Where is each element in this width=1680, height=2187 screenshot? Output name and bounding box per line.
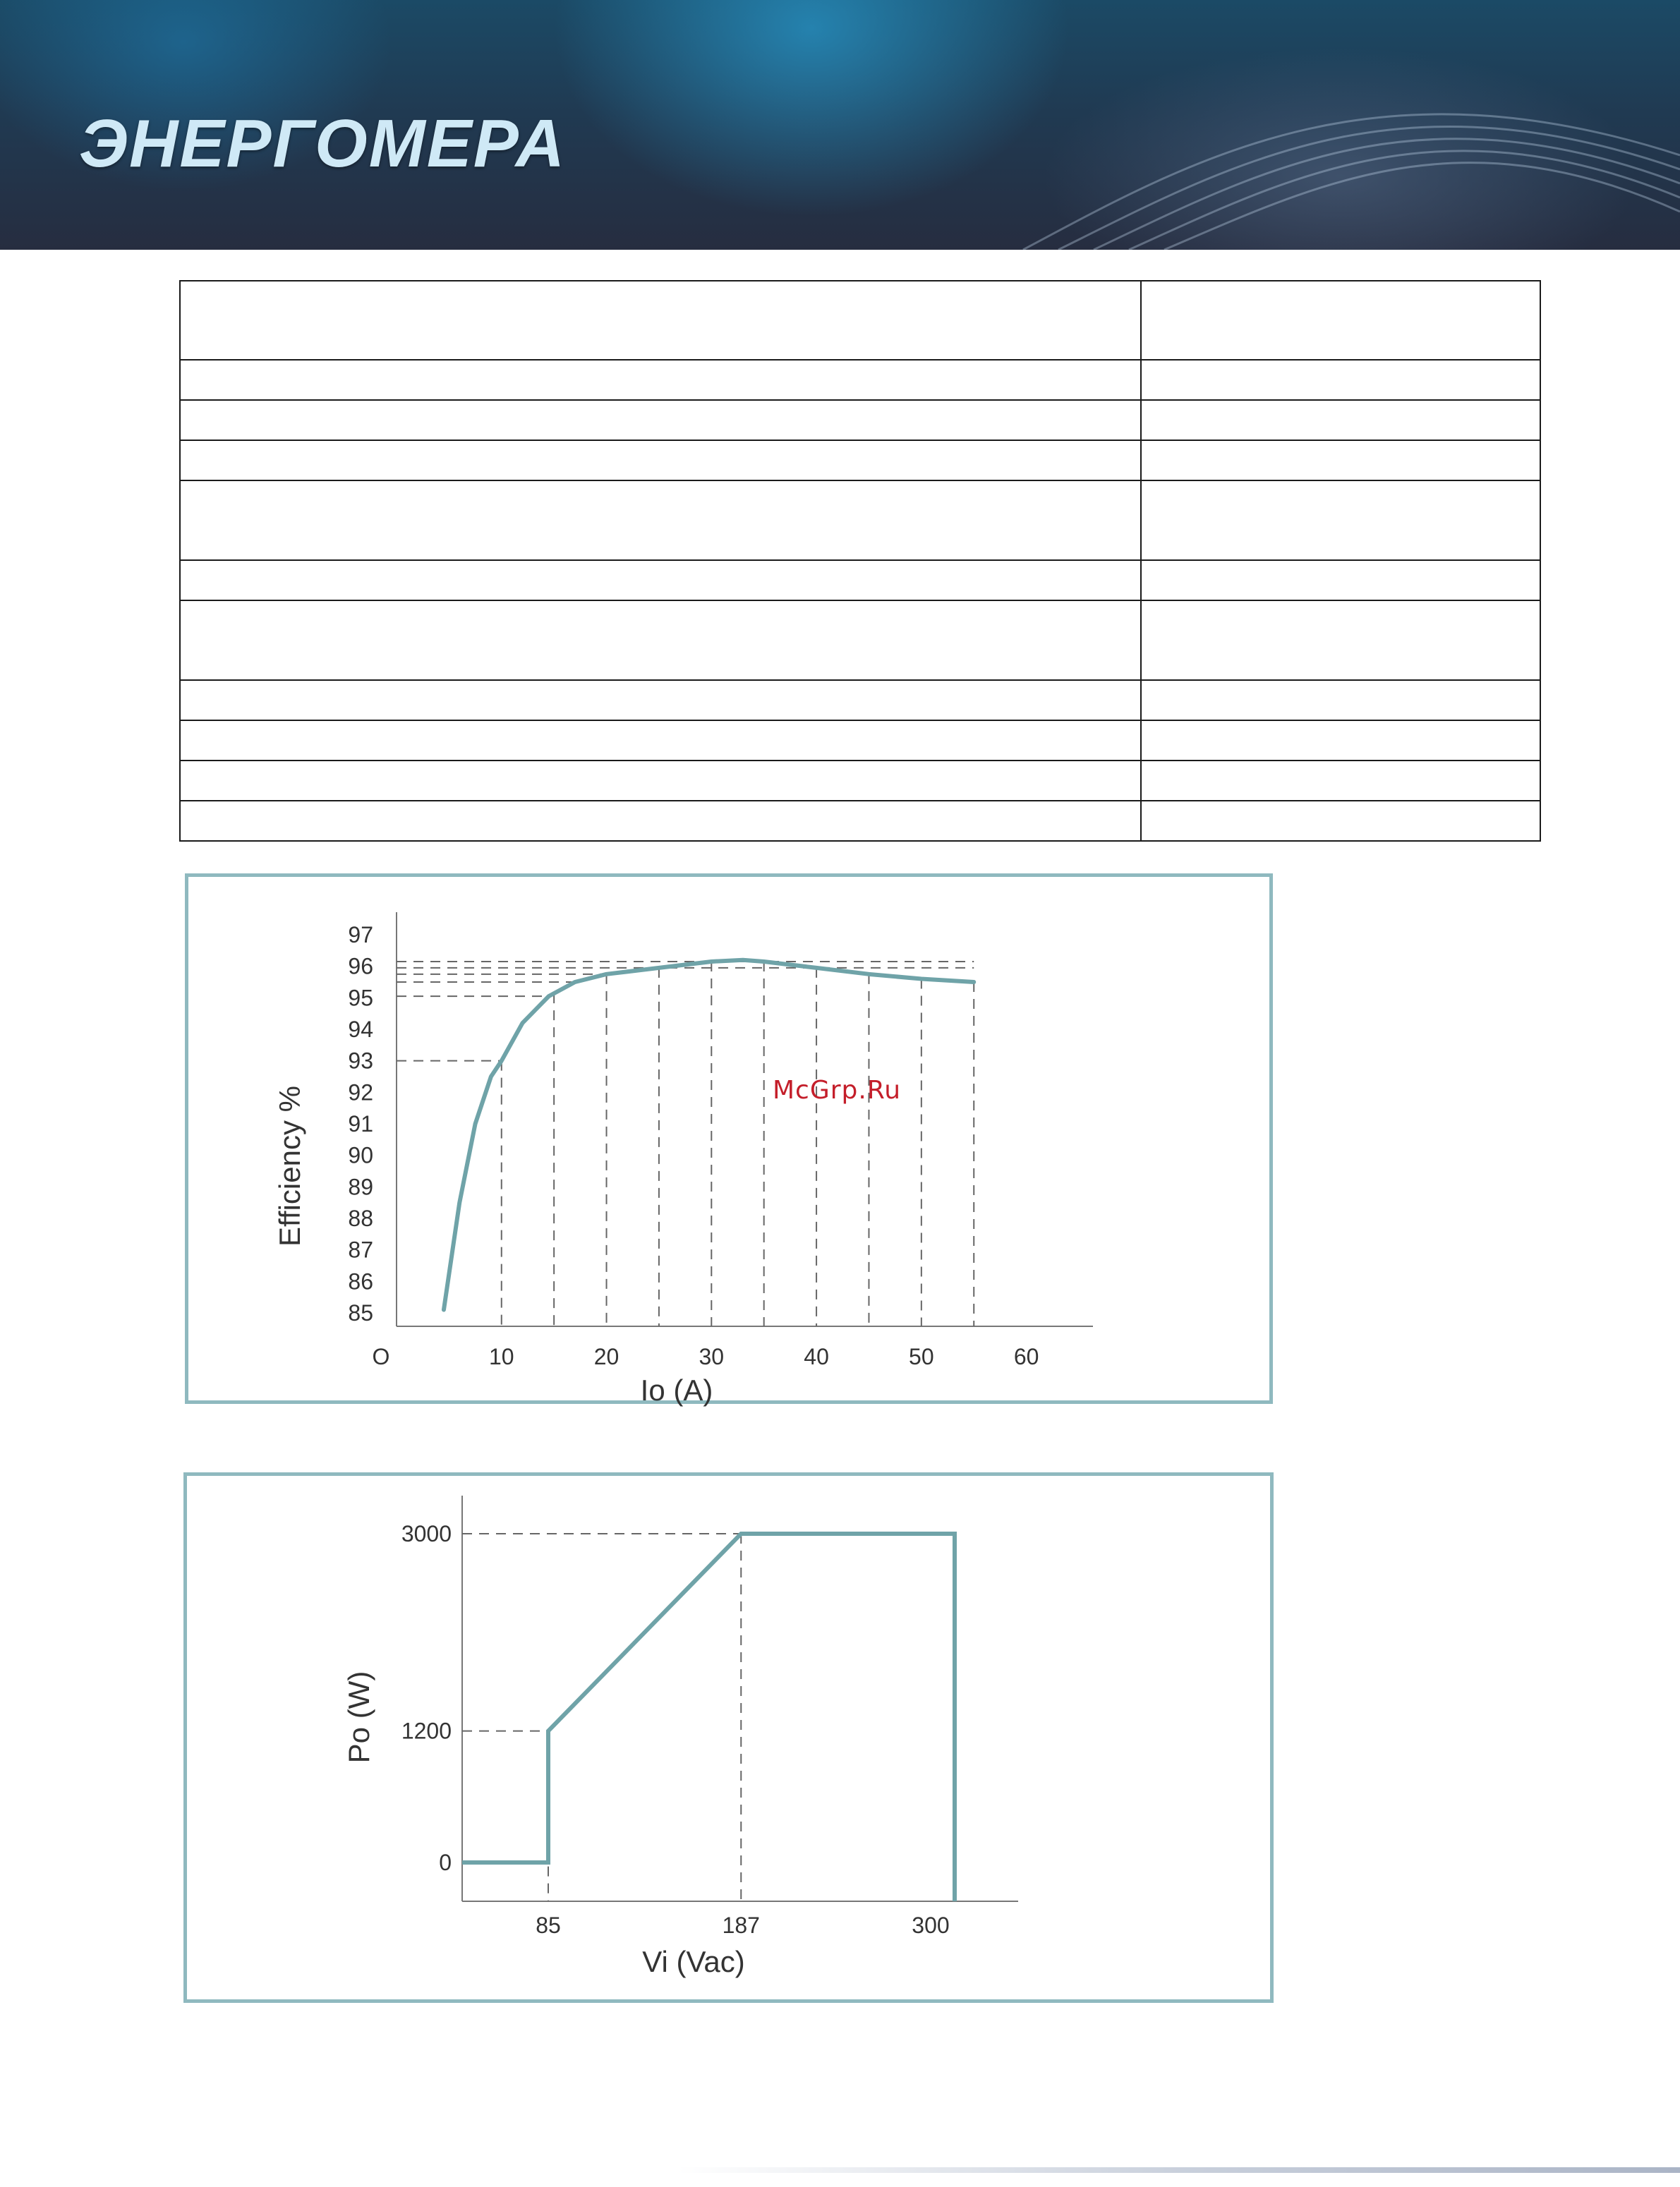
y-tick-label: 95 — [348, 985, 373, 1011]
table-row — [180, 801, 1540, 841]
efficiency-series-line — [444, 960, 974, 1310]
table-row — [180, 600, 1540, 680]
y-tick-label: 88 — [348, 1206, 373, 1231]
efficiency-chart — [188, 877, 1276, 1407]
table-cell — [1141, 360, 1540, 400]
footer-line — [677, 2167, 1680, 2173]
table-cell — [1141, 400, 1540, 440]
table-row — [180, 680, 1540, 720]
power-chart — [187, 1476, 1277, 2006]
header-banner — [0, 0, 1680, 250]
table-row — [180, 360, 1540, 400]
table-cell — [1141, 281, 1540, 360]
table-row — [180, 440, 1540, 480]
x-tick-label: 30 — [699, 1344, 725, 1369]
y-tick-label: 0 — [439, 1850, 452, 1875]
table-row — [180, 560, 1540, 600]
table-cell — [1141, 440, 1540, 480]
table-row — [180, 281, 1540, 360]
table-cell — [1141, 801, 1540, 841]
power-series-line — [462, 1534, 955, 1901]
watermark: McGrp.Ru — [773, 1076, 902, 1105]
table-cell — [180, 761, 1141, 801]
table-cell — [180, 400, 1141, 440]
company-logo: ЭНЕРГОМЕРА — [79, 106, 567, 181]
table-cell — [1141, 761, 1540, 801]
y-tick-label: 86 — [348, 1268, 373, 1295]
table-cell — [180, 560, 1141, 600]
table-cell — [1141, 680, 1540, 720]
table-cell — [1141, 560, 1540, 600]
table-cell — [1141, 720, 1540, 761]
x-axis-label: Io (A) — [640, 1374, 713, 1407]
x-tick-label: 50 — [909, 1344, 934, 1369]
x-tick-label: 40 — [804, 1344, 829, 1369]
y-tick-label: 89 — [348, 1174, 373, 1200]
table-row — [180, 761, 1540, 801]
x-tick-label: 187 — [722, 1913, 760, 1938]
table-cell — [180, 480, 1141, 560]
y-tick-label: 91 — [348, 1111, 373, 1137]
table-cell — [180, 600, 1141, 680]
spec-table-body — [180, 281, 1540, 841]
y-tick-label: 87 — [348, 1237, 373, 1263]
table-cell — [1141, 480, 1540, 560]
y-tick-label: 3000 — [401, 1521, 452, 1546]
x-tick-label: 300 — [912, 1913, 950, 1938]
efficiency-chart-frame — [185, 873, 1273, 1407]
y-tick-label: 97 — [348, 922, 373, 947]
table-row — [180, 480, 1540, 560]
table-cell — [180, 680, 1141, 720]
table-cell — [180, 720, 1141, 761]
table-cell — [180, 440, 1141, 480]
x-tick-label: O — [372, 1344, 390, 1369]
y-axis-label: Efficiency % — [273, 1086, 306, 1247]
y-tick-label: 93 — [348, 1048, 373, 1074]
x-axis-label: Vi (Vac) — [642, 1945, 745, 1978]
table-cell — [1141, 600, 1540, 680]
y-tick-label: 1200 — [401, 1718, 452, 1744]
y-axis-label: Po (W) — [342, 1671, 375, 1764]
y-tick-label: 96 — [348, 953, 373, 979]
table-row — [180, 720, 1540, 761]
x-tick-label: 60 — [1013, 1344, 1039, 1369]
table-cell — [180, 360, 1141, 400]
x-tick-label: 85 — [536, 1913, 561, 1938]
table-row — [180, 400, 1540, 440]
table-cell — [180, 281, 1141, 360]
spec-table — [179, 280, 1541, 842]
x-tick-label: 20 — [593, 1344, 620, 1369]
power-chart-frame — [183, 1472, 1274, 2003]
y-tick-label: 94 — [348, 1017, 373, 1042]
y-tick-label: 90 — [348, 1142, 373, 1168]
x-tick-label: 10 — [488, 1344, 514, 1369]
y-tick-label: 85 — [348, 1300, 373, 1326]
y-tick-label: 92 — [348, 1079, 373, 1105]
table-cell — [180, 801, 1141, 841]
